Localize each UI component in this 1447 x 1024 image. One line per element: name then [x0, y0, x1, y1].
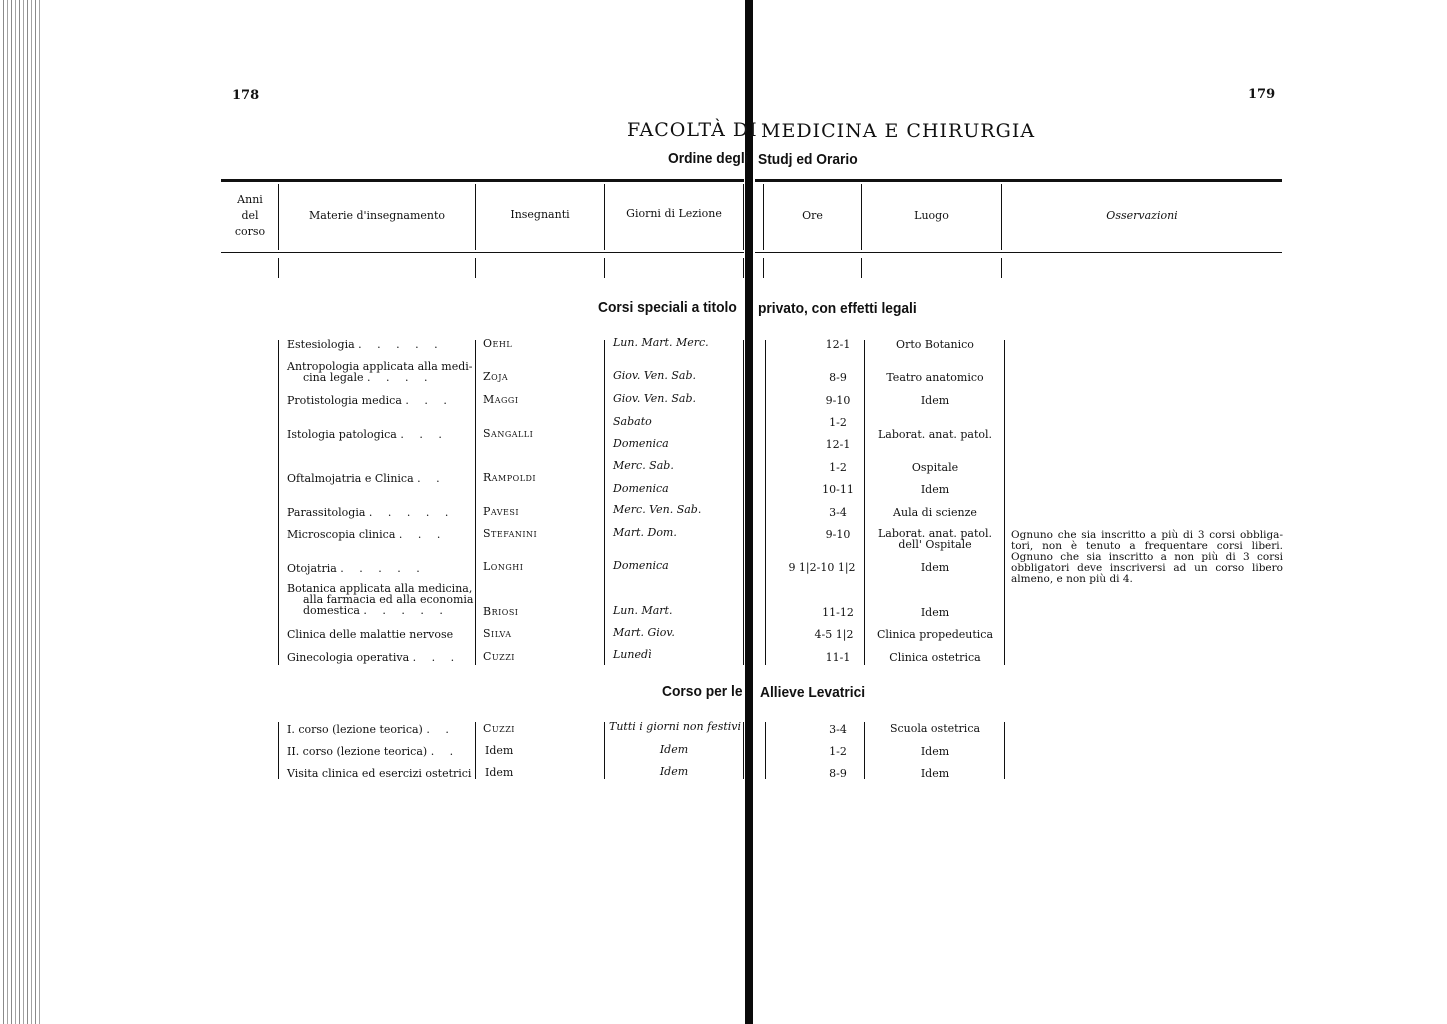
- table-row: I. corso (lezione teorica) . .: [287, 723, 455, 736]
- subtitle-right: Studj ed Orario: [758, 151, 858, 168]
- column-stub: [604, 258, 605, 278]
- days-cell: Mart. Giov.: [613, 626, 675, 639]
- teacher-cell: Longhi: [483, 560, 524, 573]
- hours-cell: 1-2: [829, 416, 847, 429]
- hours-cell: 12-1: [825, 338, 851, 351]
- hours-cell: 1-2: [829, 745, 847, 758]
- place-cell: Idem: [920, 483, 950, 496]
- days-cell: Domenica: [613, 482, 669, 495]
- place-cell: Idem: [920, 745, 950, 758]
- place-cell: Aula di scienze: [893, 506, 977, 519]
- teacher-cell: Zoja: [483, 370, 509, 383]
- column-line: [1004, 340, 1005, 665]
- header-luogo: Luogo: [914, 209, 949, 222]
- hours-cell: 3-4: [829, 506, 847, 519]
- column-stub: [1001, 258, 1002, 278]
- column-stub: [278, 258, 279, 278]
- hours-cell: 3-4: [829, 723, 847, 736]
- table-row: Parassitologia . . . . .: [287, 506, 455, 519]
- header-ore: Ore: [802, 209, 823, 222]
- column-line: [1004, 722, 1005, 779]
- column-line: [475, 340, 476, 665]
- hours-cell: 8-9: [829, 767, 847, 780]
- place-cell: Laborat. anat. patol.: [877, 428, 993, 441]
- title-left: FACOLTÀ DI: [627, 119, 758, 141]
- days-cell: Idem: [659, 765, 689, 778]
- hours-cell: 9 1|2-10 1|2: [788, 561, 856, 574]
- days-cell: Sabato: [613, 415, 652, 428]
- days-cell: Mart. Dom.: [613, 526, 677, 539]
- header-divider: [604, 184, 605, 250]
- teacher-cell: Briosi: [483, 605, 519, 618]
- hours-cell: 4-5 1|2: [814, 628, 854, 641]
- place-cell: Scuola ostetrica: [889, 722, 981, 735]
- header-divider: [278, 184, 279, 250]
- days-cell: Lunedì: [613, 648, 652, 661]
- teacher-cell: Oehl: [483, 337, 513, 350]
- hours-cell: 11-1: [825, 651, 851, 664]
- table-row: Botanica applicata alla medicina, alla farmacia ed alla economia domestica . . . . .: [287, 582, 474, 617]
- teacher-cell: Silva: [483, 627, 512, 640]
- hours-cell: 8-9: [829, 371, 847, 384]
- hours-cell: 9-10: [825, 528, 851, 541]
- table-row: Estesiologia . . . . .: [287, 338, 444, 351]
- column-line: [864, 340, 865, 665]
- table-row: Istologia patologica . . .: [287, 428, 448, 441]
- header-divider: [475, 184, 476, 250]
- table-row: Microscopia clinica . . .: [287, 528, 447, 541]
- header-top-rule-right: [755, 179, 1282, 182]
- days-cell: Merc. Ven. Sab.: [613, 503, 702, 516]
- days-cell: Giov. Ven. Sab.: [613, 369, 696, 382]
- table-row: Antropologia applicata alla medi- cina legale . . . .: [287, 360, 473, 384]
- column-stub: [743, 258, 744, 278]
- days-cell: Domenica: [613, 437, 669, 450]
- column-line: [278, 340, 279, 665]
- place-cell: Clinica propedeutica: [876, 628, 994, 641]
- place-cell: Orto Botanico: [896, 338, 974, 351]
- table-row: Oftalmojatria e Clinica . .: [287, 472, 446, 485]
- page-number-left: 178: [232, 88, 260, 103]
- header-materie: Materie d'insegnamento: [308, 209, 446, 222]
- table-row: Protistologia medica . . .: [287, 394, 453, 407]
- column-line: [278, 722, 279, 779]
- days-cell: Lun. Mart. Merc.: [613, 336, 709, 349]
- days-cell: Idem: [659, 743, 689, 756]
- column-line: [604, 722, 605, 779]
- column-stub: [763, 258, 764, 278]
- subtitle-left: Ordine degli: [668, 150, 749, 167]
- header-insegnanti: Insegnanti: [510, 208, 570, 221]
- place-cell: Clinica ostetrica: [889, 651, 981, 664]
- table-row: Ginecologia operativa . . .: [287, 651, 461, 664]
- column-line: [743, 340, 744, 665]
- hours-cell: 12-1: [825, 438, 851, 451]
- column-stub: [475, 258, 476, 278]
- table-row: Clinica delle malattie nervose: [287, 628, 454, 641]
- column-line: [475, 722, 476, 779]
- header-divider: [743, 184, 744, 250]
- page-number-right: 179: [1248, 87, 1276, 102]
- title-right: MEDICINA E CHIRURGIA: [761, 120, 1036, 142]
- section1-heading-right: privato, con effetti legali: [758, 300, 917, 317]
- column-stub: [861, 258, 862, 278]
- place-cell: Ospitale: [911, 461, 959, 474]
- teacher-cell: Rampoldi: [483, 471, 537, 484]
- table-row: Otojatria . . . . .: [287, 562, 426, 575]
- header-divider: [861, 184, 862, 250]
- table-row: II. corso (lezione teorica) . .: [287, 745, 460, 758]
- teacher-cell: Idem: [485, 766, 514, 779]
- place-cell: Idem: [920, 767, 950, 780]
- teacher-cell: Cuzzi: [483, 650, 515, 663]
- column-line: [765, 340, 766, 665]
- section1-heading-left: Corsi speciali a titolo: [598, 299, 737, 316]
- header-bottom-rule-right: [755, 252, 1282, 253]
- column-line: [765, 722, 766, 779]
- days-cell: Domenica: [613, 559, 669, 572]
- header-divider: [1001, 184, 1002, 250]
- header-divider: [763, 184, 764, 250]
- section2-heading-left: Corso per le: [662, 683, 743, 700]
- teacher-cell: Idem: [485, 744, 514, 757]
- place-cell: Idem: [920, 561, 950, 574]
- hours-cell: 1-2: [829, 461, 847, 474]
- days-cell: Lun. Mart.: [613, 604, 673, 617]
- observation-note: Ognuno che sia inscritto a più di 3 corsi obbliga- tori, non è tenuto a frequentare corsi liberi. Ognuno che sia inscritto a non più di 3 corsi obbligatori deve inscriversi ad un corso libero almeno, e non più di 4.: [1011, 529, 1283, 585]
- column-line: [604, 340, 605, 665]
- header-top-rule-left: [221, 179, 744, 182]
- teacher-cell: Cuzzi: [483, 722, 515, 735]
- teacher-cell: Maggi: [483, 393, 519, 406]
- teacher-cell: Stefanini: [483, 527, 538, 540]
- days-cell: Merc. Sab.: [613, 459, 674, 472]
- column-line: [743, 722, 744, 779]
- place-cell: Teatro anatomico: [886, 371, 984, 384]
- hours-cell: 11-12: [822, 606, 854, 619]
- scan-edge: [0, 0, 40, 1024]
- place-cell: Idem: [920, 606, 950, 619]
- hours-cell: 9-10: [825, 394, 851, 407]
- teacher-cell: Sangalli: [483, 427, 534, 440]
- place-cell: Laborat. anat. patol. dell' Ospitale: [877, 527, 993, 551]
- teacher-cell: Pavesi: [483, 505, 520, 518]
- header-bottom-rule-left: [221, 252, 744, 253]
- place-cell: Idem: [920, 394, 950, 407]
- days-cell: Tutti i giorni non festivi: [609, 720, 742, 733]
- header-anni: Anni del corso: [234, 193, 266, 238]
- header-osservazioni: Osservazioni: [1106, 209, 1178, 222]
- column-line: [864, 722, 865, 779]
- header-giorni: Giorni di Lezione: [626, 207, 722, 220]
- hours-cell: 10-11: [822, 483, 854, 496]
- table-row: Visita clinica ed esercizi ostetrici: [287, 767, 472, 780]
- days-cell: Giov. Ven. Sab.: [613, 392, 696, 405]
- section2-heading-right: Allieve Levatrici: [760, 684, 866, 701]
